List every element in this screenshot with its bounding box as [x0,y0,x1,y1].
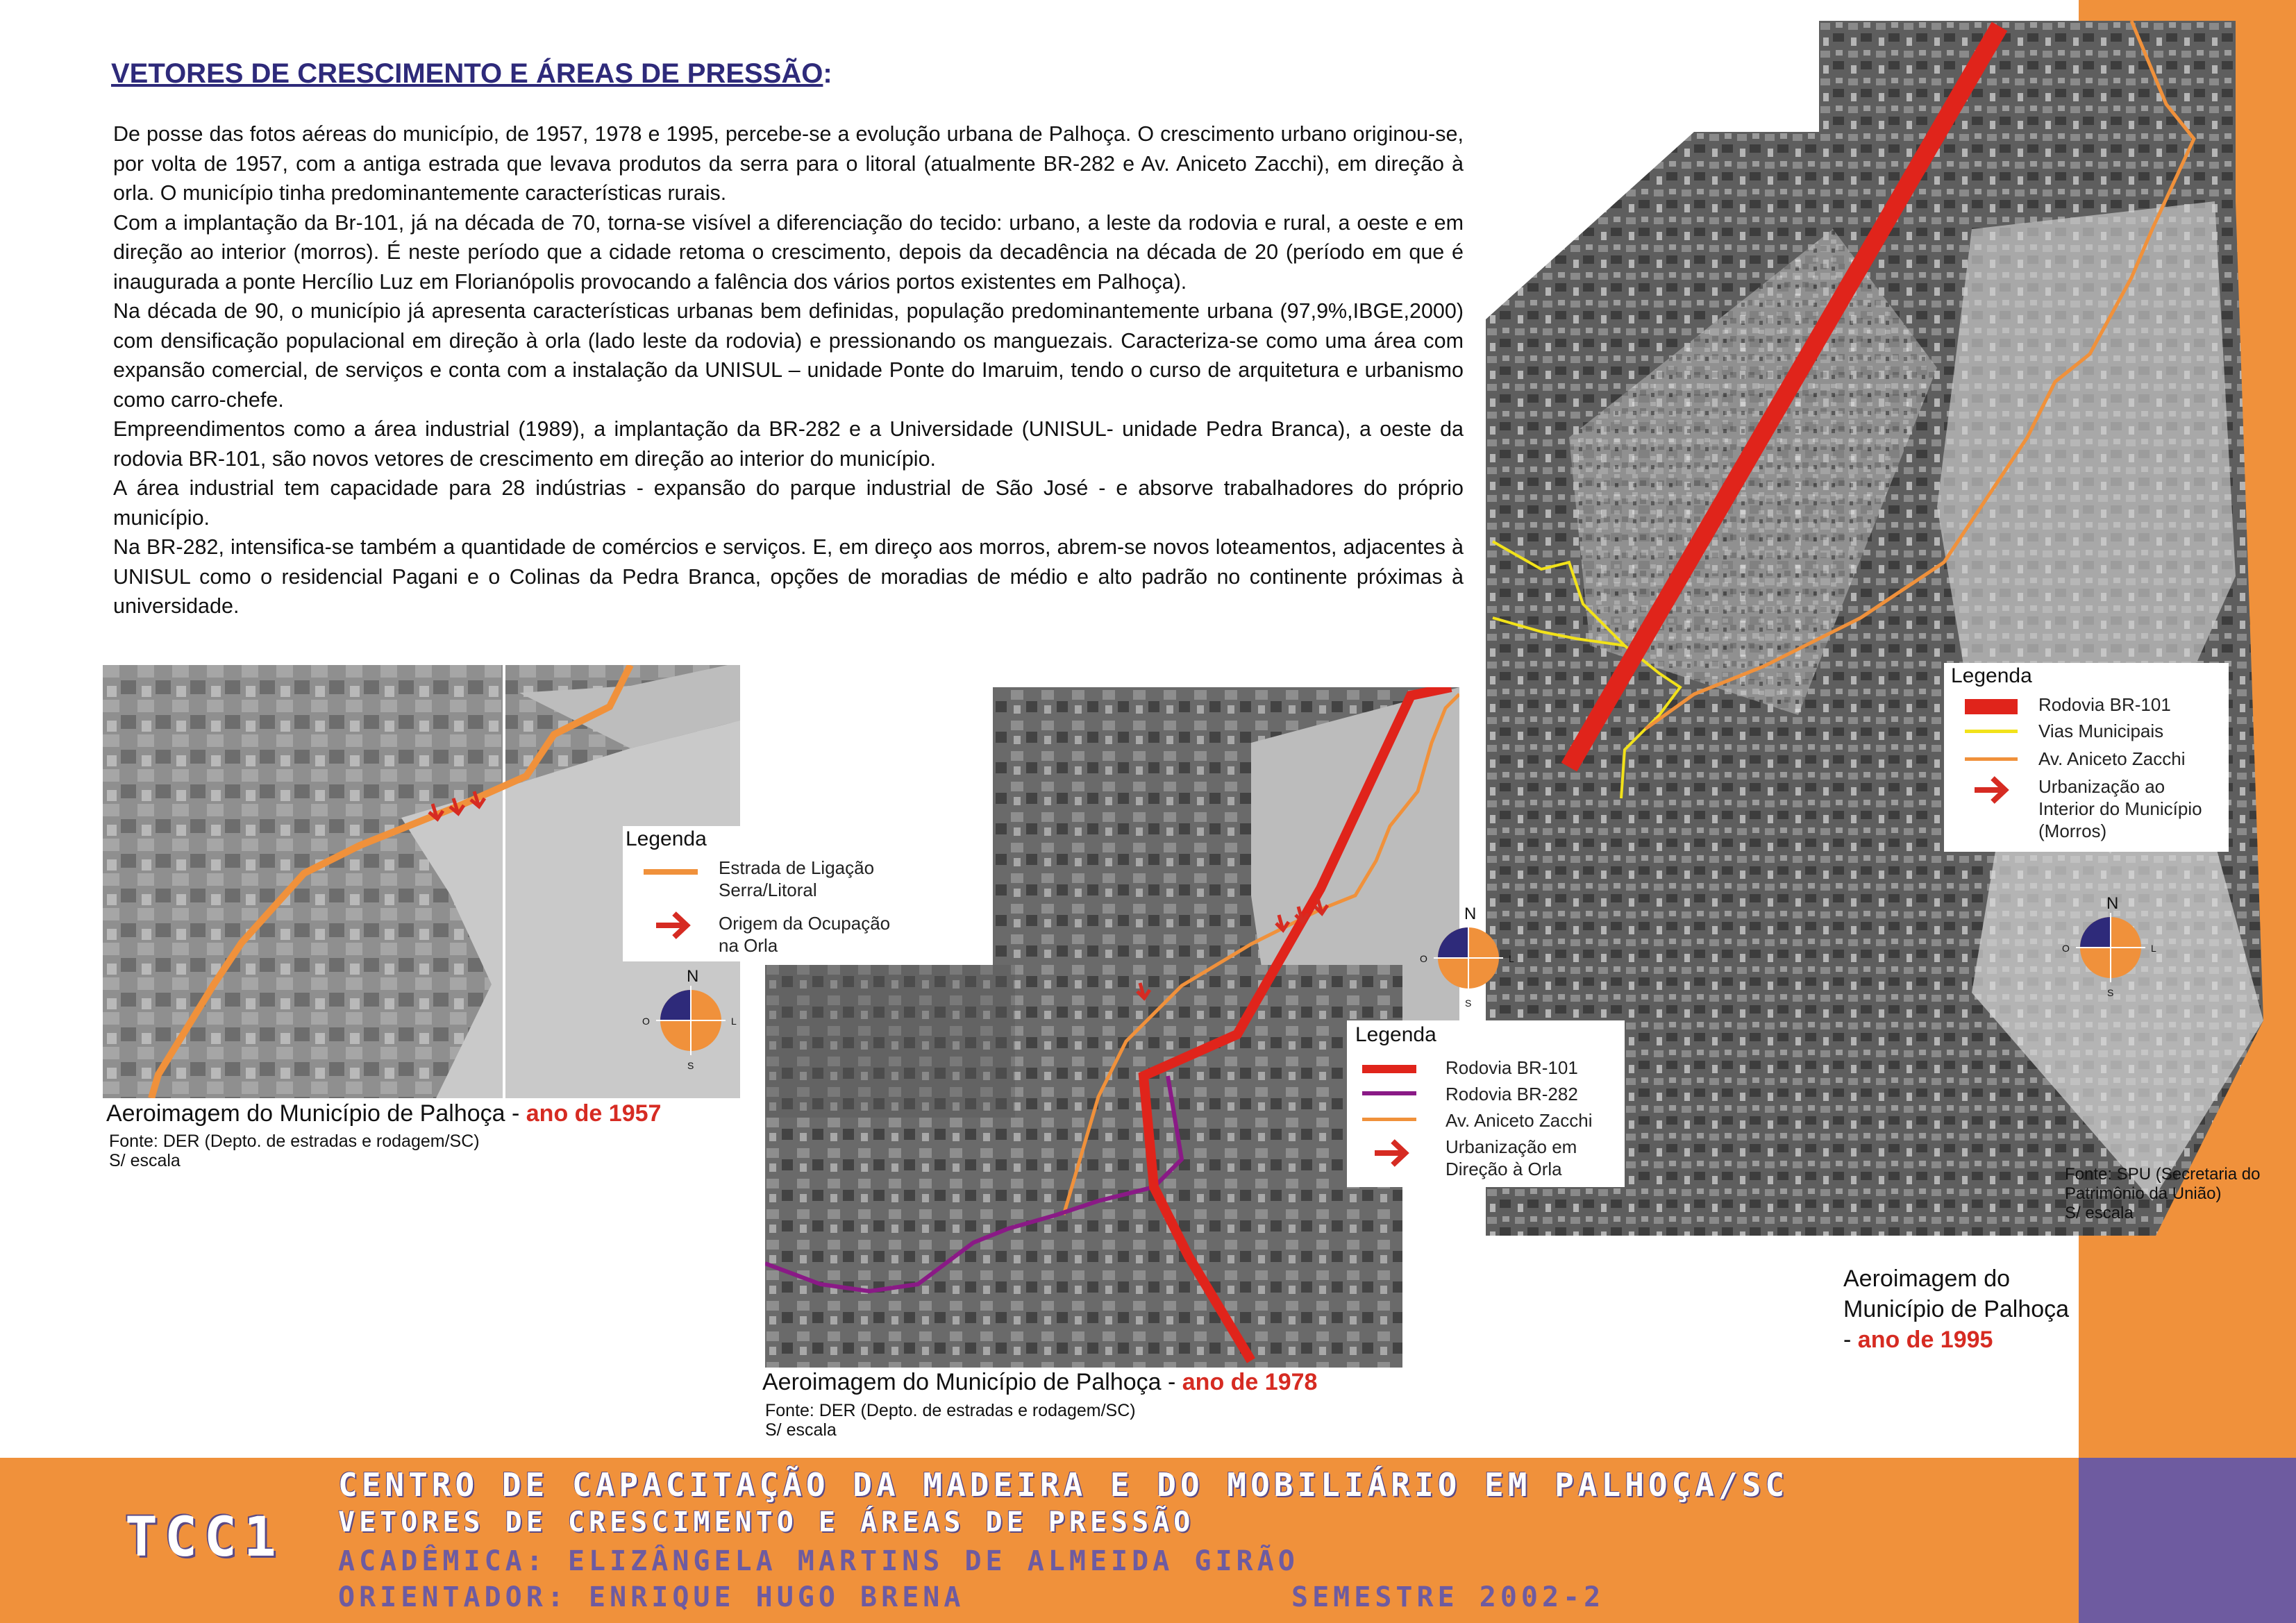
legend-swatch-vias [1965,730,2018,733]
compass-rose-icon [2055,892,2166,1003]
svg-text:S: S [687,1060,694,1071]
svg-text:N: N [2106,894,2119,913]
compass-rose-icon [1413,902,1524,1014]
legend-title: Legenda [1355,1023,1436,1046]
legend-label: Origem da Ocupação na Orla [719,913,891,956]
legend-label: Av. Aniceto Zacchi [1446,1110,1593,1131]
intro-paragraph: Com a implantação da Br-101, já na década de 70, torna-se visível a diferenciação do tecido: urbano, a leste da rodovia e rural, a oeste e em direção ao interior (morros). É neste período que a cidade retoma o crescimento, depois da decadência na década de 20 (período em que é inaugurada a ponte Hercílio Luz em Florianópolis provocando a falência dos vários portos existentes em Palhoça). [113,210,1464,294]
intro-paragraph: Na BR-282, intensifica-se também a quantidade de comércios e serviços. E, em direço aos morros, abrem-se novos loteamentos, adjacentes à UNISUL como o residencial Pagani e o Colinas da Pedra Branca, opções de moradias de médio e alto padrão no continente próximas à universidade. [113,535,1464,618]
legend-title: Legenda [1951,664,2032,687]
arrow-icon [1372,1137,1412,1169]
legend-swatch-br101 [1965,699,2018,714]
svg-text:S: S [1465,998,1472,1009]
svg-text:O: O [642,1016,650,1027]
svg-text:N: N [1464,905,1477,923]
svg-text:L: L [731,1016,737,1027]
project-title: CENTRO DE CAPACITAÇÃO DA MADEIRA E DO MOBILIÁRIO EM PALHOÇA/SC [338,1466,1789,1504]
advisor-name: ORIENTADOR: ENRIQUE HUGO BRENA [338,1581,965,1613]
svg-text:L: L [1509,953,1514,964]
legend-label: Av. Aniceto Zacchi [2038,748,2186,769]
legend-title: Legenda [626,827,707,850]
intro-paragraph: A área industrial tem capacidade para 28 indústrias - expansão do parque industrial de São José - e absorve trabalhadores do próprio município. [113,476,1464,530]
legend-label: Estrada de Ligação Serra/Litoral [719,857,875,900]
svg-text:S: S [2107,987,2114,998]
legend-label: Rodovia BR-282 [1446,1084,1578,1104]
source-1978: Fonte: DER (Depto. de estradas e rodagem/SC) S/ escala [765,1401,1136,1440]
caption-1978: Aeroimagem do Município de Palhoça - ano de 1978 [762,1369,1318,1395]
purple-corner-block [2079,1458,2296,1623]
legend-1978 [1347,1020,1625,1187]
legend-swatch-br282 [1362,1091,1416,1095]
legend-label: Rodovia BR-101 [1446,1057,1578,1078]
board-subtitle: VETORES DE CRESCIMENTO E ÁREAS DE PRESSÃO [338,1506,1195,1538]
intro-paragraph: Na década de 90, o município já apresenta características urbanas bem definidas, população predominantemente urbana (97,9%,IBGE,2000) com densificação populacional em direção à orla (lado leste da rodovia) e pressionando os manguezais. Caracteriza-se como uma área com expansão comercial, de serviços e conta com a instalação da UNISUL – unidade Ponte do Imaruim, tendo o curso de arquitetura e urbanismo como carro-chefe. [113,299,1464,412]
arrow-icon [653,909,694,941]
source-1957: Fonte: DER (Depto. de estradas e rodagem/SC) S/ escala [109,1132,480,1170]
legend-swatch-aniceto [1965,757,2018,761]
legend-swatch-br101 [1362,1065,1416,1073]
legend-swatch-aniceto [1362,1118,1416,1121]
legend-label: Rodovia BR-101 [2038,694,2171,715]
page-title: VETORES DE CRESCIMENTO E ÁREAS DE PRESSÃO: [111,58,832,89]
caption-1995: Aeroimagem do Município de Palhoça - ano de 1995 [1843,1265,2070,1353]
caption-1957: Aeroimagem do Município de Palhoça - ano de 1957 [106,1100,662,1127]
legend-label: Urbanização ao Interior do Município (Morros) [2038,776,2202,841]
svg-text:O: O [1420,953,1427,964]
compass-rose-icon [635,965,746,1076]
intro-paragraph: De posse das fotos aéreas do município, de 1957, 1978 e 1995, percebe-se a evolução urbana de Palhoça. O crescimento urbano originou-se, por volta de 1957, com a antiga estrada que levava produtos da serra para o litoral (atualmente BR-282 e Av. Aniceto Zacchi), em direção à orla. O município tinha predominantemente características rurais. [113,122,1464,205]
semester-label: SEMESTRE 2002-2 [1291,1581,1605,1613]
legend-1995 [1944,663,2229,852]
arrow-icon [1972,774,2012,806]
student-name: ACADÊMICA: ELIZÂNGELA MARTINS DE ALMEIDA GIRÃO [338,1545,1299,1577]
svg-text:N: N [687,967,699,986]
legend-label: Vias Municipais [2038,721,2164,741]
source-1995: Fonte: SPU (Secretaria do Patrimônio da União) S/ escala [2065,1165,2261,1222]
svg-text:L: L [2151,943,2156,954]
legend-swatch-estrada [644,869,698,875]
svg-text:O: O [2062,943,2070,954]
legend-label: Urbanização em Direção à Orla [1446,1136,1577,1179]
intro-text [113,119,1464,621]
tcc-label: TCC1 [125,1506,283,1569]
intro-paragraph: Empreendimentos como a área industrial (1989), a implantação da BR-282 e a Universidade (UNISUL- unidade Pedra Branca), a oeste da rodovia BR-101, são novos vetores de crescimento em direção ao interior do município. [113,417,1464,471]
